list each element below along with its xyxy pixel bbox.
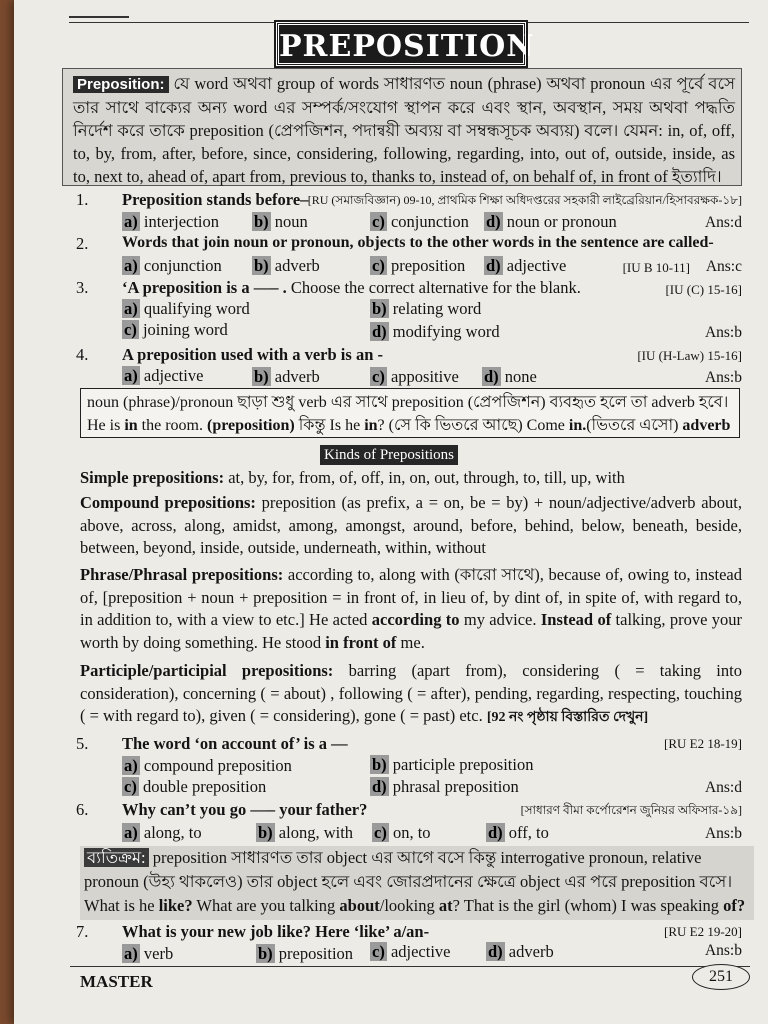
option-b: b) preposition — [258, 944, 354, 963]
option-d: d) none — [484, 367, 537, 386]
option-b: b) noun — [254, 212, 308, 231]
definition-box — [62, 68, 742, 186]
participle-prepositions: Participle/participial prepositions: barring (apart from), considering ( = taking into consideration), concerning ( = about) , following ( = after), pending, regarding, respecting, touching ( = with regard to), given ( = considering), gone ( = past) etc. [92 নং পৃষ্ঠায় বিস্তারিত দেখুন] — [80, 661, 742, 725]
option-a: a) along, to — [124, 823, 202, 842]
option-c: c) double preposition — [124, 777, 267, 796]
option-c: c) on, to — [374, 823, 431, 842]
option-c: c) adjective — [372, 942, 451, 961]
question-number: 4. — [76, 345, 89, 364]
question-6 — [66, 800, 742, 844]
option-d: d) modifying word — [372, 322, 500, 341]
option-a: a) qualifying word — [124, 299, 250, 318]
question-stem: Preposition stands before– — [122, 190, 309, 209]
option-b: b) adverb — [254, 256, 320, 275]
question-source: [RU E2 18-19] — [664, 736, 742, 751]
option-c: c) appositive — [372, 367, 459, 386]
option-d: d) phrasal preposition — [372, 777, 519, 796]
question-2 — [66, 234, 742, 278]
question-number: 7. — [76, 922, 89, 941]
question-source: [RU E2 19-20] — [664, 924, 742, 939]
question-stem: The word ‘on account of’ is a — — [122, 734, 348, 753]
simple-prepositions: Simple prepositions: at, by, for, from, of, off, in, on, out, through, to, till, up, with — [80, 468, 625, 487]
answer: Ans:b — [704, 369, 742, 386]
question-5 — [66, 734, 742, 798]
definition-tag: Preposition: — [73, 76, 169, 93]
option-b: b) adverb — [254, 367, 320, 386]
option-b: b) participle preposition — [372, 755, 534, 774]
question-number: 5. — [76, 734, 89, 753]
question-source: [RU (সমাজবিজ্ঞান) 09-10, প্রাথমিক শিক্ষা অধিদপ্তরের সহকারী লাইব্রেরিয়ান/হিসাবরক্ষক-১৮] — [307, 193, 742, 207]
answer: Ans:b — [704, 942, 742, 959]
definition-text: যে word অথবা group of words সাধারণত noun (phrase) অথবা pronoun এর পূর্বে বসে তার সাথে বাক্যের অন্য word এর সম্পর্ক/সংযোগ স্থাপন করে এবং স্থান, অবস্থান, সময় অথবা পদ্ধতি নির্দেশ করে তাকে preposition (প্রেপজিশন, পদান্বয়ী অব্যয় বা সম্বন্ধসূচক অব্যয়) বলে। যেমন: in, of, off, to, by, from, after, before, since, considering, following, regarding, into, out of, outside, inside, as to, next to, ahead of, apart from, previous to, thanks to, instead of, on behalf of, in front of ইত্যাদি। — [73, 74, 735, 186]
option-a: a) interjection — [124, 212, 220, 231]
book-page — [14, 0, 768, 1024]
option-a: a) adjective — [124, 366, 204, 385]
option-b: b) relating word — [372, 299, 482, 318]
option-d: d) off, to — [488, 823, 549, 842]
question-stem: Why can’t you go —– your father? — [122, 800, 368, 819]
footer-rule — [70, 966, 750, 967]
option-c: c) joining word — [124, 320, 228, 339]
exception-box: ব্যতিক্রম: preposition সাধারণত তার object এর আগে বসে কিন্তু interrogative pronoun, relative pronoun (উহ্য থাকলেও) তার object হলে এবং জোরপ্রদানের ক্ষেত্রে object এর পরে preposition বসে। What is he like? What are you talking about/looking at? That is the girl (whom) I was speaking of? — [80, 846, 754, 920]
page-title: PREPOSITION — [276, 22, 526, 66]
kinds-heading: Kinds of Prepositions — [320, 445, 458, 465]
question-number: 1. — [76, 190, 89, 209]
question-number: 6. — [76, 800, 89, 819]
question-source: [সাধারণ বীমা কর্পোরেশন জুনিয়র অফিসার-১৯] — [520, 803, 742, 817]
answer: Ans:d — [704, 779, 742, 796]
answer: Ans:b — [704, 825, 742, 842]
question-3 — [66, 278, 742, 344]
question-4 — [66, 345, 742, 387]
note-line-1: noun (phrase)/pronoun ছাড়া শুধু verb এর সাথে preposition (প্রেপজিশন) ব্যবহৃত হলে তা adverb হবে। — [87, 394, 729, 411]
question-stem: Words that join noun or pronoun, objects to the other words in the sentence are called- — [122, 234, 714, 251]
answer: Ans:c — [705, 258, 742, 275]
question-source: [IU B 10-11] — [622, 260, 690, 275]
adverb-note-box — [80, 388, 740, 438]
option-d: d) adverb — [488, 942, 554, 961]
option-b: b) along, with — [258, 823, 354, 842]
footer-brand: MASTER — [80, 972, 153, 991]
option-a: a) verb — [124, 944, 174, 963]
option-d: d) adjective — [486, 256, 567, 275]
option-a: a) compound preposition — [124, 756, 292, 775]
question-source: [IU (C) 15-16] — [665, 282, 742, 297]
question-stem: What is your new job like? Here ‘like’ a/an- — [122, 922, 430, 941]
note-line-2: He is in the room. (preposition) কিন্তু Is he in? (সে কি ভিতরে আছে) Come in.(ভিতরে এসো) adverb — [87, 417, 731, 434]
answer: Ans:d — [704, 214, 742, 231]
option-c: c) conjunction — [372, 212, 469, 231]
question-stem: ‘A preposition is a —– . Choose the correct alternative for the blank. — [122, 278, 581, 297]
question-number: 2. — [76, 234, 89, 253]
compound-prepositions: Compound prepositions: preposition (as prefix, a = on, be = by) + noun/adjective/adverb about, above, across, along, amidst, among, amongst, around, before, behind, below, beneath, beside, between, beyond, inside, outside, underneath, within, without — [80, 493, 742, 557]
option-c: c) preposition — [372, 256, 466, 275]
question-number: 3. — [76, 278, 89, 297]
option-a: a) conjunction — [124, 256, 222, 275]
header-rule-tick — [69, 16, 129, 18]
question-stem: A preposition used with a verb is an - — [122, 345, 383, 364]
page-number: 251 — [692, 964, 750, 990]
phrasal-prepositions: Phrase/Phrasal prepositions: according to, along with (কারো সাথে), because of, owing to, instead of, [preposition + noun + preposition = in front of, in lieu of, by dint of, in spite of, with regard to, in addition to, with a view to etc.] He acted according to my advice. Instead of talking, prove your worth by doing something. He stood in front of me. — [80, 565, 743, 652]
option-d: d) noun or pronoun — [486, 212, 617, 231]
exception-tag: ব্যতিক্রম: — [84, 848, 149, 867]
question-source: [IU (H-Law) 15-16] — [637, 348, 742, 363]
question-7 — [66, 922, 742, 964]
question-1 — [66, 190, 742, 234]
answer: Ans:b — [704, 324, 742, 341]
